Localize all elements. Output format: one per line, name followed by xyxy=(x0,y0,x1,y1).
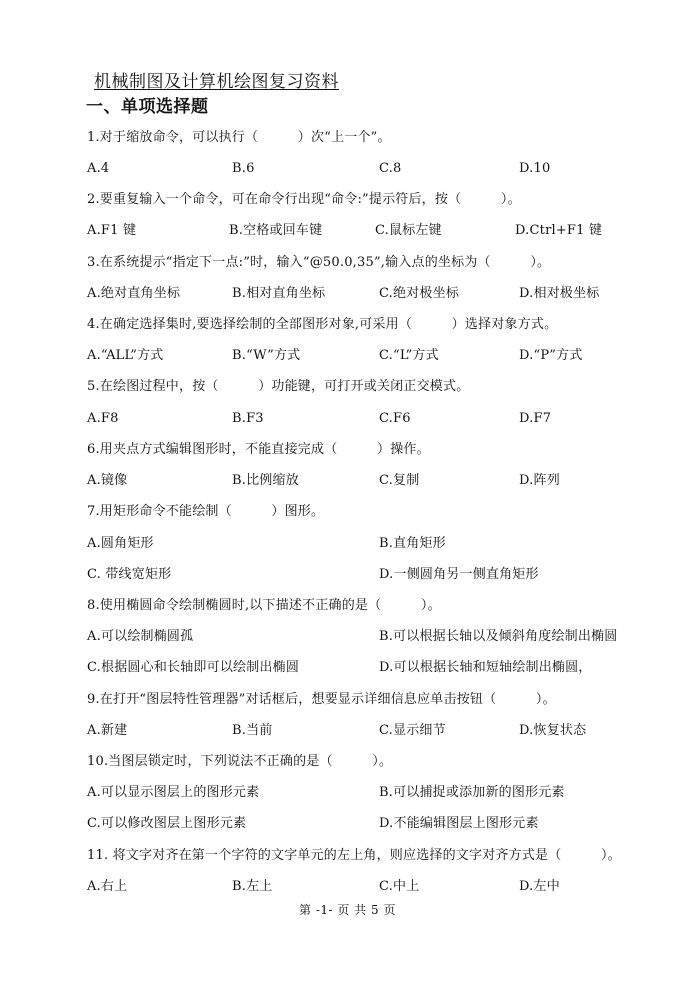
question-7-option-b: B.直角矩形 xyxy=(379,536,446,551)
question-6-option-a: A.镜像 xyxy=(87,473,128,488)
question-7-option-c: C. 带线宽矩形 xyxy=(87,567,172,582)
question-7-option-a: A.圆角矩形 xyxy=(87,536,154,551)
question-10-option-b: B.可以捕捉或添加新的图形元素 xyxy=(379,785,565,800)
question-3-option-d: D.相对极坐标 xyxy=(519,286,600,301)
section-heading: 一、单项选择题 xyxy=(86,97,209,117)
question-3-option-b: B.相对直角坐标 xyxy=(232,286,326,301)
question-11-option-c: C.中上 xyxy=(379,879,420,894)
question-2-option-c: C.鼠标左键 xyxy=(375,223,442,238)
question-10-text: 10.当图层锁定时，下列说法不正确的是（ ）。 xyxy=(87,754,393,769)
question-1-text: 1.对于缩放命令，可以执行（ ）次“上一个”。 xyxy=(87,130,391,145)
question-3-text: 3.在系统提示“指定下一点:”时，输入“@50.0,35”,输入点的坐标为（ ）。 xyxy=(87,255,551,270)
question-11-text: 11. 将文字对齐在第一个字符的文字单元的左上角，则应选择的文字对齐方式是（ ）。 xyxy=(87,848,621,863)
question-2-text: 2.要重复输入一个命令，可在命令行出现“命令:”提示符后，按（ ）。 xyxy=(87,192,521,207)
question-10-option-a: A.可以显示图层上的图形元素 xyxy=(87,785,260,800)
question-6-option-c: C.复制 xyxy=(379,473,420,488)
question-2-option-b: B.空格或回车键 xyxy=(229,223,323,238)
question-7-text: 7.用矩形命令不能绘制（ ）图形。 xyxy=(87,504,325,519)
question-8-option-b: B.可以根据长轴以及倾斜角度绘制出椭圆 xyxy=(379,629,618,644)
question-6-text: 6.用夹点方式编辑图形时，不能直接完成（ ）操作。 xyxy=(87,442,430,457)
question-5-option-d: D.F7 xyxy=(519,411,552,426)
question-6-option-b: B.比例缩放 xyxy=(232,473,299,488)
question-6-option-d: D.阵列 xyxy=(519,473,560,488)
question-3-option-a: A.绝对直角坐标 xyxy=(87,286,181,301)
question-9-option-d: D.恢复状态 xyxy=(519,723,587,738)
question-5-option-b: B.F3 xyxy=(232,411,264,426)
question-2-option-a: A.F1 键 xyxy=(87,223,137,238)
question-10-option-d: D.不能编辑图层上图形元素 xyxy=(379,816,539,831)
question-9-option-b: B.当前 xyxy=(232,723,273,738)
question-4-text: 4.在确定选择集时,要选择绘制的全部图形对象,可采用（ ）选择对象方式。 xyxy=(87,317,558,332)
question-4-option-a: A.“ALL”方式 xyxy=(87,348,164,363)
question-5-text: 5.在绘图过程中，按（ ）功能键，可打开或关闭正交模式。 xyxy=(87,379,470,394)
question-3-option-c: C.绝对极坐标 xyxy=(379,286,460,301)
question-8-text: 8.使用椭圆命令绘制椭圆时,以下描述不正确的是（ ）。 xyxy=(87,598,441,613)
page-footer: 第 -1- 页 共 5 页 xyxy=(299,903,396,917)
question-8-option-c: C.根据圆心和长轴即可以绘制出椭圆 xyxy=(87,660,300,675)
question-9-option-c: C.显示细节 xyxy=(379,723,446,738)
question-11-option-d: D.左中 xyxy=(519,879,560,894)
question-8-option-d: D.可以根据长轴和短轴绘制出椭圆， xyxy=(379,660,592,675)
question-5-option-c: C.F6 xyxy=(379,411,411,426)
question-1-option-c: C.8 xyxy=(379,161,402,176)
question-9-text: 9.在打开“图层特性管理器”对话框后，想要显示详细信息应单击按钮（ ）。 xyxy=(87,692,556,707)
question-11-option-a: A.右上 xyxy=(87,879,128,894)
question-11-option-b: B.左上 xyxy=(232,879,273,894)
question-10-option-c: C.可以修改图层上图形元素 xyxy=(87,816,247,831)
question-1-option-b: B.6 xyxy=(232,161,255,176)
question-1-option-d: D.10 xyxy=(519,161,551,176)
question-2-option-d: D.Ctrl+F1 键 xyxy=(515,223,603,238)
question-7-option-d: D.一侧圆角另一侧直角矩形 xyxy=(379,567,539,582)
question-5-option-a: A.F8 xyxy=(87,411,119,426)
question-8-option-a: A.可以绘制椭圆孤 xyxy=(87,629,194,644)
question-4-option-d: D.“P”方式 xyxy=(519,348,583,363)
question-4-option-b: B.“W”方式 xyxy=(232,348,301,363)
question-1-option-a: A.4 xyxy=(87,161,110,176)
question-9-option-a: A.新建 xyxy=(87,723,128,738)
document-title: 机械制图及计算机绘图复习资料 xyxy=(94,72,339,92)
question-4-option-c: C.“L”方式 xyxy=(379,348,439,363)
